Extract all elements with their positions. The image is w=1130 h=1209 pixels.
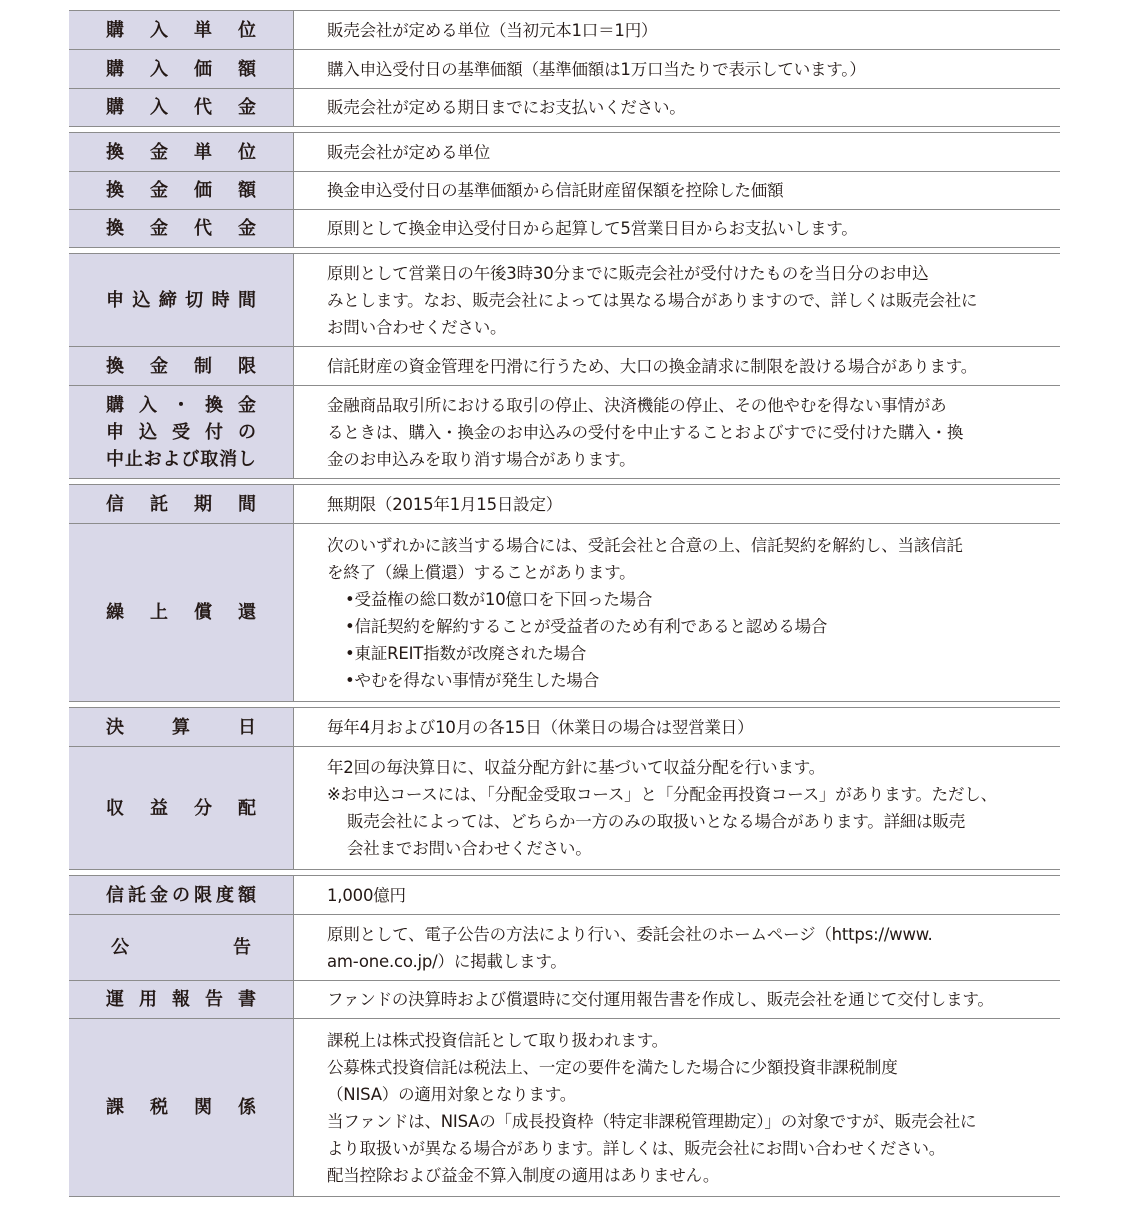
row-value-line: 金のお申込みを取り消す場合があります。 <box>327 449 636 469</box>
table-row <box>69 133 1060 171</box>
row-value <box>294 915 1060 980</box>
table-row <box>69 49 1060 88</box>
table-row <box>69 914 1060 980</box>
row-label <box>69 524 294 701</box>
row-value-line: •受益権の総口数が10億口を下回った場合 <box>345 589 653 609</box>
row-label <box>69 747 294 869</box>
row-value <box>294 133 1060 171</box>
table-section <box>69 707 1060 870</box>
table-row <box>69 88 1060 126</box>
row-label-text: 繰 上 償 還 <box>106 602 256 623</box>
row-value-line: 販売会社が定める期日までにお支払いください。 <box>327 98 686 117</box>
row-label-text: 収 益 分 配 <box>106 797 256 819</box>
table-row <box>69 876 1060 914</box>
row-value-line: 次のいずれかに該当する場合には、受託会社と合意の上、信託契約を解約し、当該信託 <box>327 535 963 555</box>
row-label <box>69 50 294 88</box>
row-value-line: 毎年4月および10月の各15日（休業日の場合は翌営業日） <box>327 717 754 737</box>
row-label <box>69 915 294 980</box>
row-value <box>294 981 1060 1018</box>
table-section <box>69 132 1060 248</box>
row-label-text: 換 金 単 位 <box>106 141 256 163</box>
row-label <box>69 172 294 209</box>
row-value-line: 当ファンドは、NISAの「成長投資枠（特定非課税管理勘定）」の対象ですが、販売会社に <box>327 1111 977 1131</box>
row-value-line: るときは、購入・換金のお申込みの受付を中止することおよびすでに受付けた購入・換 <box>327 422 964 442</box>
row-value-line: 購入申込受付日の基準価額（基準価額は1万口当たりで表示しています。） <box>327 59 866 79</box>
row-value-line: 配当控除および益金不算入制度の適用はありません。 <box>327 1165 720 1185</box>
table-row <box>69 1018 1060 1196</box>
row-label-text: 信 託 期 間 <box>106 493 256 515</box>
table-row <box>69 523 1060 701</box>
row-value-line: 会社までお問い合わせください。 <box>347 839 592 858</box>
table-row <box>69 485 1060 523</box>
row-label <box>69 133 294 171</box>
table-row <box>69 209 1060 247</box>
row-value <box>294 524 1060 701</box>
row-label-text: 購 入 価 額 <box>106 58 256 80</box>
row-value-line: 原則として換金申込受付日から起算して5営業日目からお支払いします。 <box>327 219 858 238</box>
row-value-line: より取扱いが異なる場合があります。詳しくは、販売会社にお問い合わせください。 <box>327 1138 946 1158</box>
row-value-line: お問い合わせください。 <box>327 317 507 337</box>
row-label-text: 公 告 <box>111 937 251 958</box>
row-value-line: 換金申込受付日の基準価額から信託財産留保額を控除した価額 <box>327 181 784 200</box>
row-label-text: 申 込 締 切 時 間 <box>106 289 256 311</box>
row-value-line: 課税上は株式投資信託として取り扱われます。 <box>327 1030 668 1050</box>
row-value-line: 年2回の毎決算日に、収益分配方針に基づいて収益分配を行います。 <box>327 758 825 777</box>
fund-procedures-table <box>69 10 1060 1197</box>
row-label <box>69 981 294 1018</box>
row-value-line: 販売会社が定める単位 <box>327 142 491 162</box>
row-value-line: 無期限（2015年1月15日設定） <box>327 494 563 514</box>
row-value-line: 公募株式投資信託は税法上、一定の要件を満たした場合に少額投資非課税制度 <box>327 1057 898 1077</box>
row-label-text: 購 入 代 金 <box>106 97 256 118</box>
row-value-line: （NISA）の適用対象となります。 <box>327 1084 577 1104</box>
row-label <box>69 254 294 346</box>
row-label-text: 換 金 制 限 <box>106 355 256 377</box>
table-section <box>69 10 1060 127</box>
row-label-text: 中 止 お よ び 取 消 し <box>106 448 256 470</box>
row-value <box>294 89 1060 126</box>
row-label-text: 運 用 報 告 書 <box>106 989 256 1010</box>
row-value <box>294 708 1060 746</box>
row-value-line: 金融商品取引所における取引の停止、決済機能の停止、その他やむを得ない事情があ <box>327 395 947 415</box>
row-label-text: 購 入 ・ 換 金 <box>106 394 256 416</box>
row-value-line: 販売会社によっては、どちらか一方のみの取扱いとなる場合があります。詳細は販売 <box>347 812 966 831</box>
row-value-line: 原則として、電子公告の方法により行い、委託会社のホームページ（https://www. <box>327 924 933 944</box>
row-value <box>294 485 1060 523</box>
row-label <box>69 876 294 914</box>
row-label-text: 課 税 関 係 <box>106 1097 256 1118</box>
row-value <box>294 254 1060 346</box>
table-row <box>69 746 1060 869</box>
row-value <box>294 747 1060 869</box>
row-value-line: 1,000億円 <box>327 885 406 905</box>
table-row <box>69 254 1060 346</box>
row-value <box>294 210 1060 247</box>
table-row <box>69 708 1060 746</box>
row-label <box>69 485 294 523</box>
table-row <box>69 171 1060 209</box>
table-section <box>69 875 1060 1197</box>
row-value-line: •信託契約を解約することが受益者のため有利であると認める場合 <box>345 616 828 636</box>
row-value <box>294 11 1060 49</box>
table-section <box>69 253 1060 479</box>
row-label-text: 換 金 価 額 <box>106 180 256 201</box>
row-label <box>69 11 294 49</box>
row-value <box>294 1019 1060 1196</box>
row-label <box>69 210 294 247</box>
row-value <box>294 172 1060 209</box>
row-label-text: 購 入 単 位 <box>106 19 256 41</box>
row-value-line: •東証REIT指数が改廃された場合 <box>345 643 587 663</box>
row-value-line: を終了（繰上償還）することがあります。 <box>327 562 636 582</box>
row-value-line: ※お申込コースには、「分配金受取コース」と「分配金再投資コース」があります。ただし、 <box>327 785 997 804</box>
row-label-text: 換 金 代 金 <box>106 218 256 239</box>
row-value-line: •やむを得ない事情が発生した場合 <box>345 670 600 690</box>
row-value-line: みとします。なお、販売会社によっては異なる場合がありますので、詳しくは販売会社に <box>327 290 978 310</box>
row-value <box>294 50 1060 88</box>
row-value <box>294 876 1060 914</box>
row-value-line: 販売会社が定める単位（当初元本1口＝1円） <box>327 20 658 40</box>
row-label-text: 申 込 受 付 の <box>106 421 256 443</box>
row-value-line: ファンドの決算時および償還時に交付運用報告書を作成し、販売会社を通じて交付します。 <box>327 990 994 1009</box>
row-label <box>69 708 294 746</box>
table-section <box>69 484 1060 702</box>
row-label <box>69 386 294 478</box>
row-label <box>69 347 294 385</box>
table-row <box>69 980 1060 1018</box>
table-row <box>69 346 1060 385</box>
table-row <box>69 11 1060 49</box>
row-value <box>294 386 1060 478</box>
row-value-line: 信託財産の資金管理を円滑に行うため、大口の換金請求に制限を設ける場合があります。 <box>327 356 978 376</box>
row-label-text: 決 算 日 <box>106 716 256 738</box>
row-value <box>294 347 1060 385</box>
row-label <box>69 1019 294 1196</box>
row-value-line: 原則として営業日の午後3時30分までに販売会社が受付けたものを当日分のお申込 <box>327 263 929 283</box>
row-label <box>69 89 294 126</box>
row-value-line: am-one.co.jp/）に掲載します。 <box>327 951 567 971</box>
row-label-text: 信 託 金 の 限 度 額 <box>106 884 256 906</box>
table-row <box>69 385 1060 478</box>
